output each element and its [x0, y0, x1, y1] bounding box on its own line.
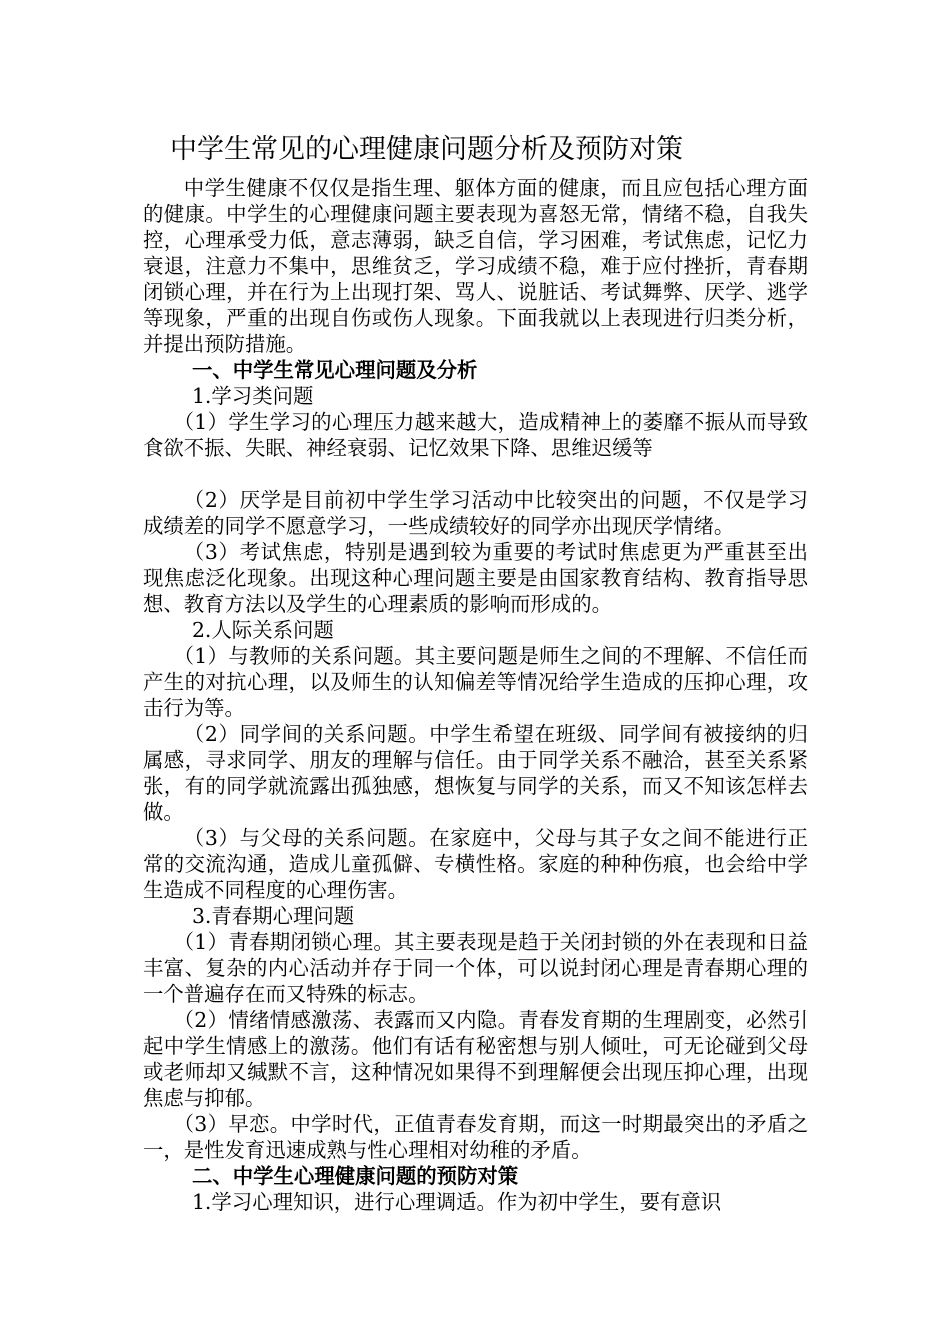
paragraph-gap: [143, 461, 808, 487]
relationship-problem-3: （3）与父母的关系问题。在家庭中，父母与其子女之间不能进行正常的交流沟通，造成儿童孤僻、专横性格。家庭的种种伤痕，也会给中学生造成不同程度的心理伤害。: [143, 826, 808, 902]
adolescence-problem-2: （2）情绪情感激荡、表露而又内隐。青春发育期的生理剧变，必然引起中学生情感上的激荡。他们有话有秘密想与别人倾吐，可无论碰到父母或老师却又缄默不言，这种情况如果得不到理解便会出现压抑心理，出现焦虑与抑郁。: [143, 1008, 808, 1110]
adolescence-problem-1: （1）青春期闭锁心理。其主要表现是趋于关闭封锁的外在表现和日益丰富、复杂的内心活动并存于同一个体，可以说封闭心理是青春期心理的一个普遍存在而又特殊的标志。: [143, 930, 808, 1006]
study-problem-2: （2）厌学是目前初中学生学习活动中比较突出的问题，不仅是学习成绩差的同学不愿意学习，一些成绩较好的同学亦出现厌学情绪。: [143, 488, 808, 538]
prevention-measure-1: 1.学习心理知识，进行心理调适。作为初中学生，要有意识: [191, 1190, 722, 1214]
subsection-3-title: 3.青春期心理问题: [191, 904, 355, 928]
document-body: [143, 175, 808, 1215]
document-title: 中学生常见的心理健康问题分析及预防对策: [170, 134, 683, 165]
intro-paragraph: 中学生健康不仅仅是指生理、躯体方面的健康，而且应包括心理方面的健康。中学生的心理健康问题主要表现为喜怒无常，情绪不稳，自我失控，心理承受力低，意志薄弱，缺乏自信，学习困难，考试焦虑，记忆力衰退，注意力不集中，思维贫乏，学习成绩不稳，难于应付挫折，青春期闭锁心理，并在行为上出现打架、骂人、说脏话、考试舞弊、厌学、逃学等现象，严重的出现自伤或伤人现象。下面我就以上表现进行归类分析，并提出预防措施。: [143, 176, 808, 356]
subsection-2-title: 2.人际关系问题: [191, 618, 334, 642]
study-problem-1: （1）学生学习的心理压力越来越大，造成精神上的萎靡不振从而导致食欲不振、失眠、神经衰弱、记忆效果下降、思维迟缓等: [143, 410, 808, 460]
adolescence-problem-3: （3）早恋。中学时代，正值青春发育期，而这一时期最突出的矛盾之一，是性发育迅速成熟与性心理相对幼稚的矛盾。: [143, 1112, 808, 1162]
section-2-heading: 二、中学生心理健康问题的预防对策: [191, 1164, 519, 1188]
section-1-heading: 一、中学生常见心理问题及分析: [191, 358, 478, 382]
study-problem-3: （3）考试焦虑，特别是遇到较为重要的考试时焦虑更为严重甚至出现焦虑泛化现象。出现这种心理问题主要是由国家教育结构、教育指导思想、教育方法以及学生的心理素质的影响而形成的。: [143, 540, 808, 616]
relationship-problem-2: （2）同学间的关系问题。中学生希望在班级、同学间有被接纳的归属感，寻求同学、朋友的理解与信任。由于同学关系不融洽，甚至关系紧张，有的同学就流露出孤独感，想恢复与同学的关系，而又不知该怎样去做。: [143, 722, 808, 824]
relationship-problem-1: （1）与教师的关系问题。其主要问题是师生之间的不理解、不信任而产生的对抗心理，以及师生的认知偏差等情况给学生造成的压抑心理，攻击行为等。: [143, 644, 808, 720]
subsection-1-title: 1.学习类问题: [191, 384, 314, 408]
